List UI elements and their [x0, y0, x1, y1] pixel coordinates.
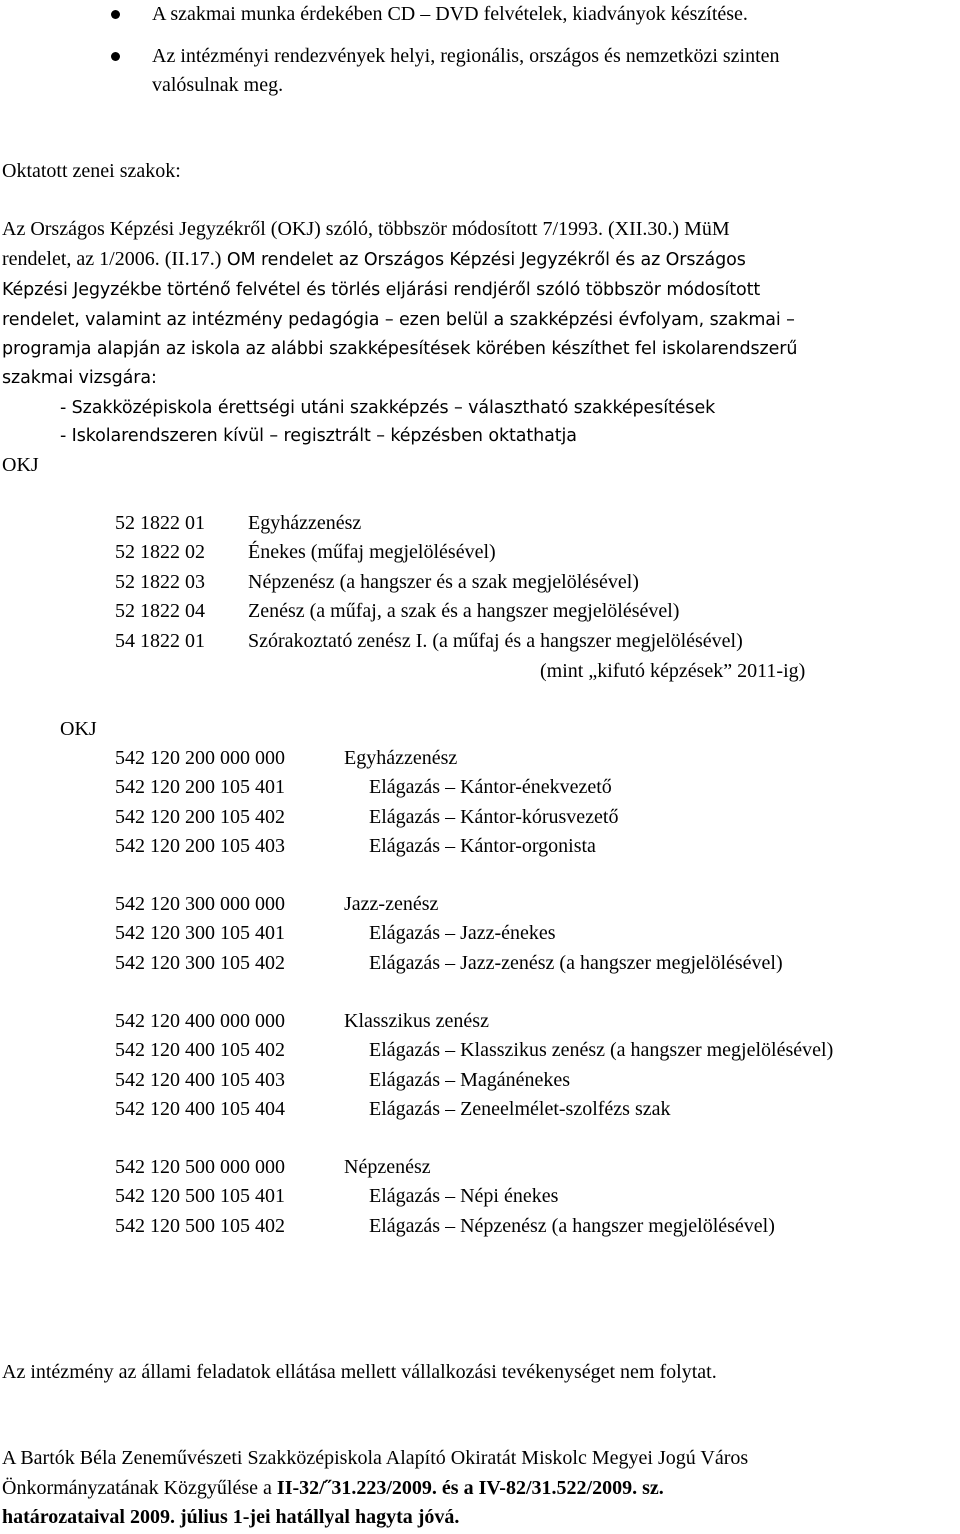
- intro-line-4: rendelet, valamint az intézmény pedagógia – ezen belül a szakképzési évfolyam, szakmai –: [2, 310, 795, 330]
- intro-line-8: - Iskolarendszeren kívül – regisztrált – képzésben oktathatja: [60, 426, 577, 446]
- okj-row: [115, 1068, 570, 1092]
- okj-row: [115, 775, 612, 799]
- okj-name: Szórakoztató zenész I. (a műfaj és a hangszer megjelölésével): [248, 630, 743, 652]
- okj-name: Elágazás – Jazz-zenész (a hangszer megjelölésével): [369, 952, 783, 974]
- okj-code: 542 120 300 000 000: [115, 893, 285, 915]
- okj-row: [115, 599, 679, 623]
- okj-row: [115, 511, 361, 535]
- intro-line-2-sans: OM rendelet az Országos Képzési Jegyzékről és az Országos: [221, 250, 746, 270]
- intro-line-7: - Szakközépiskola érettségi utáni szakképzés – választható szakképesítések: [60, 398, 716, 418]
- okj-code: 542 120 400 105 404: [115, 1098, 285, 1120]
- bullet-item-cd-dvd: A szakmai munka érdekében CD – DVD felvételek, kiadványok készítése.: [152, 3, 748, 25]
- okj-code: 542 120 500 105 401: [115, 1185, 285, 1207]
- okj-name: Egyházzenész: [344, 747, 458, 769]
- okj-name: Zenész (a műfaj, a szak és a hangszer megjelölésével): [248, 600, 680, 622]
- okj-row: [115, 1097, 671, 1121]
- okj-code: 542 120 200 105 402: [115, 806, 285, 828]
- okj-code: 54 1822 01: [115, 630, 205, 652]
- okj-name: Elágazás – Magánénekes: [369, 1069, 571, 1091]
- okj-name: Elágazás – Kántor-kórusvezető: [369, 806, 619, 828]
- okj-code: 542 120 200 105 403: [115, 835, 285, 857]
- okj-row: [115, 1038, 833, 1062]
- bullet-item-events: Az intézményi rendezvények helyi, regionális, országos és nemzetközi szinten: [152, 45, 780, 67]
- okj-row: [115, 540, 496, 564]
- okj-code: 52 1822 01: [115, 512, 205, 534]
- okj-row: [115, 834, 596, 858]
- okj-code: 542 120 400 105 403: [115, 1069, 285, 1091]
- okj-row: [115, 951, 783, 975]
- okj-row: [115, 1155, 431, 1179]
- intro-line-5: programja alapján az iskola az alábbi szakképesítések körében készíthet fel iskolarendszerű: [2, 339, 798, 359]
- okj-name: Elágazás – Jazz-énekes: [369, 922, 556, 944]
- okj-name: Elágazás – Zeneelmélet-szolfézs szak: [369, 1098, 671, 1120]
- okj-name: Egyházzenész: [248, 512, 362, 534]
- bullet-icon: [111, 52, 120, 61]
- okj-code: 542 120 400 105 402: [115, 1039, 285, 1061]
- okj-code: 542 120 200 105 401: [115, 776, 285, 798]
- okj-old-note: (mint „kifutó képzések” 2011-ig): [540, 660, 806, 682]
- okj-row: [115, 570, 639, 594]
- no-business-statement: Az intézmény az állami feladatok ellátása mellett vállalkozási tevékenységet nem folytat.: [2, 1361, 717, 1383]
- okj-row: [115, 921, 556, 945]
- okj-name: Elágazás – Klasszikus zenész (a hangszer megjelölésével): [369, 1039, 834, 1061]
- okj-code: 542 120 500 000 000: [115, 1156, 285, 1178]
- footer-resolution-numbers: II-32/˝31.223/2009. és a IV-82/31.522/2009. sz.: [276, 1477, 664, 1499]
- okj-code: 542 120 300 105 402: [115, 952, 285, 974]
- okj-row: [115, 1214, 775, 1238]
- okj-name: Elágazás – Kántor-énekvezető: [369, 776, 612, 798]
- intro-line-3: Képzési Jegyzékbe történő felvétel és törlés eljárási rendjéről szóló többször módosított: [2, 280, 761, 300]
- okj-name: Népzenész: [344, 1156, 431, 1178]
- intro-line-2: [2, 247, 746, 272]
- taught-heading: Oktatott zenei szakok:: [2, 160, 181, 182]
- okj-row: [115, 1009, 489, 1033]
- okj-name: Elágazás – Kántor-orgonista: [369, 835, 596, 857]
- okj-name: Népzenész (a hangszer és a szak megjelölésével): [248, 571, 639, 593]
- okj-code: 542 120 300 105 401: [115, 922, 285, 944]
- bullet-item-events-cont: valósulnak meg.: [152, 74, 284, 96]
- okj-row: [115, 805, 619, 829]
- okj-name: Jazz-zenész: [344, 893, 439, 915]
- intro-line-6: szakmai vizsgára:: [2, 368, 157, 388]
- okj-code: 542 120 400 000 000: [115, 1010, 285, 1032]
- okj-code: 542 120 500 105 402: [115, 1215, 285, 1237]
- okj-row: [115, 1184, 558, 1208]
- okj-code: 542 120 200 000 000: [115, 747, 285, 769]
- okj-name: Klasszikus zenész: [344, 1010, 489, 1032]
- okj-row: [115, 746, 457, 770]
- okj-name: Elágazás – Népi énekes: [369, 1185, 559, 1207]
- okj-label-1: OKJ: [2, 454, 39, 476]
- okj-code: 52 1822 02: [115, 541, 205, 563]
- okj-label-2: OKJ: [60, 718, 97, 740]
- bullet-icon: [111, 10, 120, 19]
- footer-line-3: határozataival 2009. július 1-jei hatállyal hagyta jóvá.: [2, 1506, 460, 1528]
- okj-name: Elágazás – Népzenész (a hangszer megjelölésével): [369, 1215, 775, 1237]
- okj-code: 52 1822 03: [115, 571, 205, 593]
- okj-row: [115, 629, 743, 653]
- footer-line-2-normal: Önkormányzatának Közgyűlése a: [2, 1477, 277, 1499]
- footer-line-2: [2, 1476, 664, 1500]
- okj-code: 52 1822 04: [115, 600, 205, 622]
- intro-line-1: Az Országos Képzési Jegyzékről (OKJ) szóló, többször módosított 7/1993. (XII.30.) MüM: [2, 218, 730, 240]
- intro-line-2-serif: rendelet, az 1/2006. (II.17.): [2, 248, 222, 270]
- footer-line-1: A Bartók Béla Zeneművészeti Szakközépiskola Alapító Okiratát Miskolc Megyei Jogú Város: [2, 1447, 749, 1469]
- okj-name: Énekes (műfaj megjelölésével): [248, 541, 496, 563]
- okj-row: [115, 892, 438, 916]
